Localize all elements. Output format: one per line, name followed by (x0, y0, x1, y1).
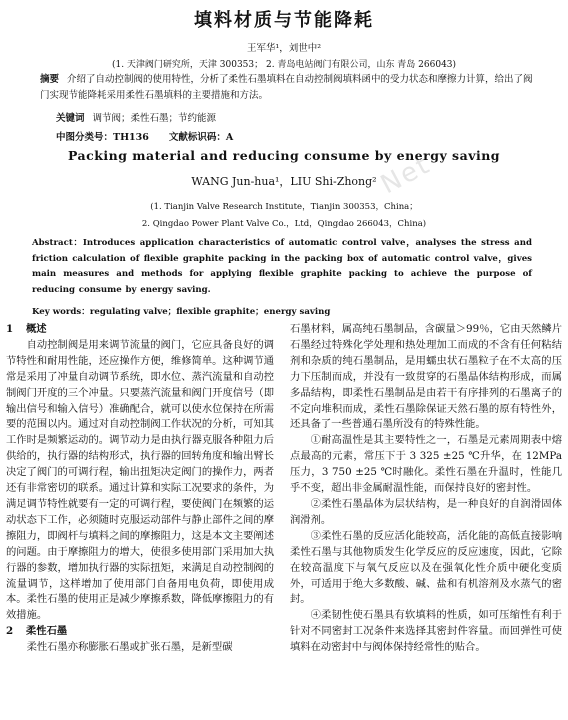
section-2-number: 2 (6, 625, 14, 638)
docid-label: 文献标识码： (168, 132, 226, 143)
keywords-english: Key words：regulating valve；flexible graphite；energy saving (32, 307, 331, 317)
authors-chinese: 王军华¹，刘世中² (246, 43, 322, 54)
section-2-paragraph-start: 柔性石墨亦称膨胀石墨或扩张石墨，是新型碳 (26, 641, 233, 654)
body-column-right (290, 322, 562, 656)
affiliation-chinese: (1. 天津阀门研究所，天津 300353； 2. 青岛电站阀门有限公司，山东 青岛 266043) (111, 60, 457, 70)
section-2-property-1: ①耐高温性是其主要特性之一，石墨是元素周期表中熔点最高的元素，常压下于 3 325 ±25 ℃升华，在 12MPa 压力，3 750 ±25 ℃时融化。柔性石墨在升温时，性能几乎不变，超出非金属耐温性能，而保持良好的密封性。 (290, 434, 562, 495)
classification-code: TH136 (113, 132, 149, 143)
abstract-english: Abstract：Introduces application characteristics of automatic control valve，analyses the stress and friction calculation of flexible graphite packing in the packing box of automatic control valve，gives main measures and methods for applying flexible graphite packing to achieve the purpose of reducing consume by energy saving. (32, 238, 532, 295)
docid-code: A (225, 132, 234, 143)
title-chinese: 填料材质与节能降耗 (194, 10, 374, 31)
section-2-heading (6, 624, 274, 640)
section-1-title: 概述 (26, 323, 47, 335)
abstract-chinese-text: 介绍了自动控制阀的使用特性，分析了柔性石墨填料在自动控制阀填料函中的受力状态和摩擦力计算，给出了阀门实现节能降耗采用柔性石墨填料的主要措施和方法。 (40, 74, 533, 101)
keywords-chinese (56, 110, 216, 124)
section-1-number: 1 (6, 323, 14, 335)
authors-english: WANG Jun-hua¹，LIU Shi-Zhong² (191, 175, 377, 188)
watermark: Net (375, 149, 436, 201)
section-1-heading (6, 322, 274, 338)
title-english: Packing material and reducing consume by energy saving (67, 148, 501, 163)
abstract-chinese-label: 摘要 (40, 74, 60, 85)
section-2-property-3: ③柔性石墨的反应活化能较高，活化能的高低直接影响柔性石墨与其他物质发生化学反应的反应速度，因此，它除在较高温度下与氧气反应以及在强氧化性介质中硬化变质外，可适用于绝大多数酸、碱、盐和有机溶剂及水蒸气的密封。 (290, 529, 562, 606)
abstract-chinese (40, 72, 540, 104)
section-1-paragraph: 自动控制阀是用来调节流量的阀门，它应具备良好的调节特性和耐用性能，还应操作方便，维修简单。这种调节通常是采用了冲量自动调节系统，即水位、蒸汽流量和自动控制阀门开度的三个冲量。只要蒸汽流量和阀门开度信号（即输出信号和输入信号）准确配合，就可以使水位保持在所需要的范围以内。通过对自动控制阀工作状况的分析，可知其工作时是频繁运动的。调节动力是由执行器克服各种阻力后供给的，执行器的结构形式，执行器的回转角度和输出臂长决定了阀门的可调行程，输出扭矩决定阀门的操作力，两者还有非常密切的联系。通过计算和实际工况要求的条件，为满足调节特性就要有一定的可调行程，要使阀门在频繁的运动状态下工作，必须随时克服运动部件与静止部件之间的摩擦阻力，即阀杆与填料之间的摩擦阻力，这是本文主要阐述的问题。由于摩擦阻力的增大，使很多使用部门采用加大执行器的参数，增加执行器的实际扭矩，来满足自动控制阀的流量调节，这样增加了使用部门自备用电负荷，即使用成本。柔性石墨的使用正是减少摩擦系数，降低摩擦阻力的有效措施。 (6, 338, 274, 622)
section-2-property-2: ②柔性石墨晶体为层状结构，是一种良好的自润滑固体润滑剂。 (290, 497, 562, 526)
classification-label: 中图分类号： (56, 132, 114, 143)
section-2-property-4: ④柔韧性使石墨具有软填料的性质，如可压缩性有利于针对不同密封工况条件来选择其密封件容量。而回弹性可使填料在动密封中与阀体保持经常性的贴合。 (290, 609, 562, 654)
body-column-left (6, 322, 274, 656)
keywords-chinese-text: 调节阀；柔性石墨；节约能源 (92, 113, 217, 124)
classification-line (56, 129, 233, 143)
affiliation-english-1: (1. Tianjin Valve Research Institute，Tianjin 300353，China； (150, 202, 418, 212)
section-2-paragraph-continued: 石墨材料，属高纯石墨制品，含碳量＞99％，它由天然鳞片石墨经过特殊化学处理和热处理加工而成的不含有任何粘结剂和杂质的纯石墨制品，是用蠕虫状石墨粒子在不太高的压力下压制而成，并没有一致贯穿的石墨晶体结构形成，而属多晶结构，即柔性石墨制品是由若干有序排列的石墨离子的不定向堆积而成，柔性石墨除保证天然石墨的原有特性外，还具备了一些普通石墨所没有的特殊性能。 (290, 323, 562, 431)
keywords-chinese-label: 关键词 (56, 113, 85, 124)
affiliation-english-2: 2. Qingdao Power Plant Valve Co.，Ltd，Qingdao 266043，China) (141, 219, 427, 229)
section-2-title: 柔性石墨 (26, 625, 68, 638)
